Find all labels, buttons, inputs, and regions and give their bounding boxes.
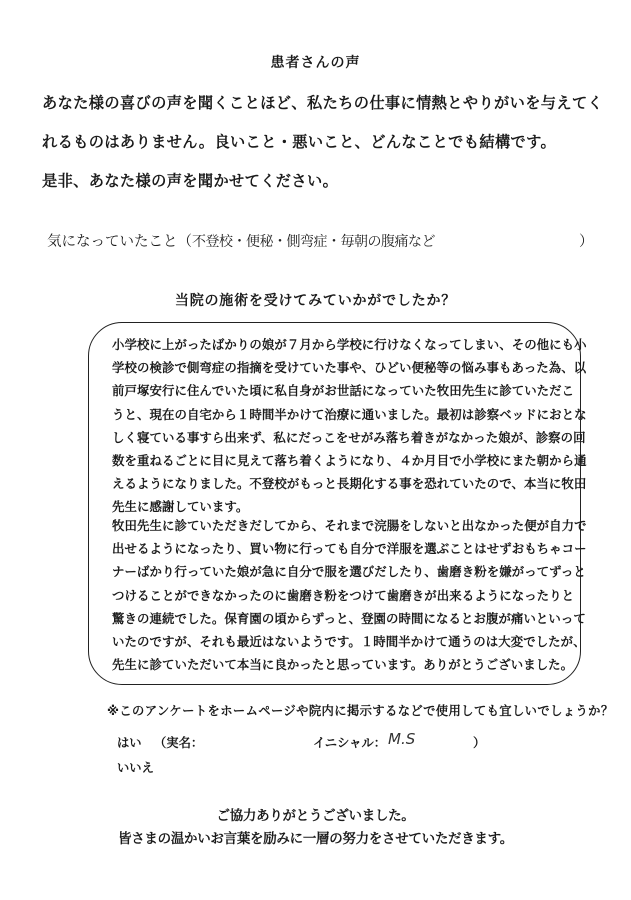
consent-close-paren: ） <box>473 736 486 750</box>
testimonial-line: しく寝ている事すら出来ず、私にだっこをせがみ落ち着きがなかった娘が、診察の回 <box>112 429 586 445</box>
thanks-line-2: 皆さまの温かいお言葉を励みに一層の努力をさせていただきます。 <box>118 831 513 847</box>
concern-close-paren: ） <box>579 234 594 250</box>
testimonial-line: 先生に診ていただいて本当に良かったと思っています。ありがとうございました。 <box>112 657 574 673</box>
testimonial-line: いたのですが、それも最近はないようです。１時間半かけて通うのは大変でしたが、 <box>112 634 586 650</box>
testimonial-line: 出せるようになったり、買い物に行っても自分で洋服を選ぶことはせずおもちゃコー <box>112 541 587 557</box>
real-name-label: （実名： <box>154 736 204 750</box>
testimonial-line: ナーばかり行っていた娘が急に自分で服を選びだしたり、歯磨き粉を嫌がってずっと <box>112 564 586 580</box>
intro-line-2: れるものはありません。良いこと・悪いこと、どんなことでも結構です。 <box>42 133 557 151</box>
initials-value: M.S <box>388 730 416 748</box>
intro-line-3: 是非、あなた様の声を聞かせてください。 <box>42 172 339 190</box>
concern-handwritten-value: 不登校・便秘・側弯症・毎朝の腹痛など <box>192 234 435 250</box>
section-question: 当院の施術を受けてみていかがでしたか？ <box>174 293 457 309</box>
consent-no-option: いいえ <box>117 761 154 775</box>
testimonial-line: うと、現在の自宅から１時間半かけて治療に通いました。最初は診察ベッドにおとな <box>112 406 587 422</box>
testimonial-paragraph-2 <box>112 514 587 676</box>
testimonial-paragraph-1 <box>112 333 587 519</box>
testimonial-line: 驚きの連続でした。保育園の頃からずっと、登園の時間になるとお腹が痛いといって <box>112 610 586 626</box>
concern-label: 気になっていたこと（ <box>47 234 192 250</box>
testimonial-line: えるようになりました。不登校がもっと長期化する事を恐れていたので、本当に牧田 <box>112 476 587 492</box>
testimonial-line: 牧田先生に診ていただきだしてから、それまで浣腸をしないと出なかった便が自力で <box>112 518 587 533</box>
consent-yes-option: はい <box>117 736 142 750</box>
testimonial-line: つけることができなかったのに歯磨き粉をつけて歯磨きが出来るようになったりと <box>112 587 575 603</box>
concern-field <box>47 230 607 251</box>
page-title: 患者さんの声 <box>270 55 361 71</box>
testimonial-line: 小学校に上がったばかりの娘が７月から学校に行けなくなってしまい、その他にも小 <box>112 337 587 352</box>
consent-question: ※このアンケートをホームページや院内に掲示するなどで使用しても宜しいでしょうか？ <box>107 704 614 718</box>
initials-label: イニシャル： <box>313 736 387 750</box>
testimonial-line: 数を重ねるごとに目に見えて落ち着くようになり、４か月目で小学校にまた朝から通 <box>112 453 587 469</box>
intro-line-1: あなた様の喜びの声を聞くことほど、私たちの仕事に情熱とやりがいを与えてく <box>42 94 604 112</box>
thanks-line-1: ご協力ありがとうございました。 <box>216 808 415 824</box>
testimonial-line: 学校の検診で側弯症の指摘を受けていた事や、ひどい便秘等の悩み事もあった為、以 <box>112 360 587 376</box>
testimonial-line: 先生に感謝しています。 <box>112 499 249 515</box>
testimonial-line: 前戸塚安行に住んでいた頃に私自身がお世話になっていた牧田先生に診ていただこ <box>112 383 575 399</box>
